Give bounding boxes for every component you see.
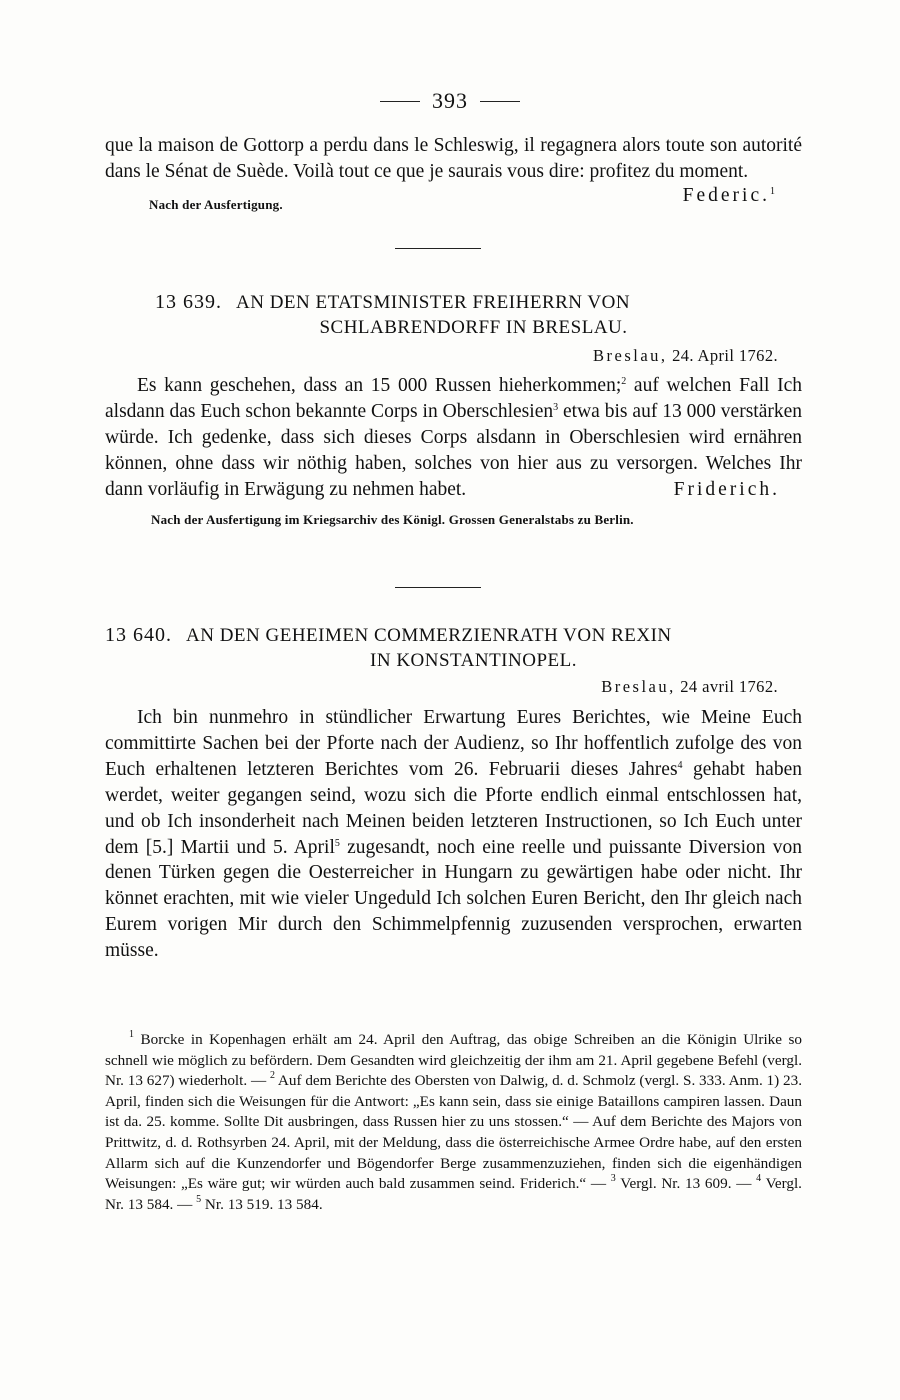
page-number-dash-left [380,101,420,102]
letter-13640-body-part1: Ich bin nunmehro in stündlicher Erwartung Eures Berichtes, wie Meine Euch committirte Sachen bei der Pforte nach der Audienz, so Ihr hoffentlich zufolge des von Euch erhaltenen letzteren Berichtes vom 26. Februarii dieses Jahres [105,707,802,780]
letter-13639-body-part3: etwa bis auf 13 000 verstärken würde. Ich gedenke, dass sich dieses Corps alsdann in Oberschlesien wird ernähren können, ohne dass wir nöthig haben, solches von hier aus zu versorgen. Welches Ihr dann vorläufig in Erwägung zu nehmen habet. [105,400,802,500]
letter-13639-dateline [105,346,778,366]
letter-13639-title-2: SCHLABRENDORFF IN BRESLAU. [319,317,628,338]
intro-paragraph: que la maison de Gottorp a perdu dans le Schleswig, il regagnera alors toute son autorité dans le Sénat de Suède. Voilà tout ce que je saurais vous dire: profitez du moment. [105,135,802,182]
letter-13639-date: 24. April 1762. [672,346,778,365]
footnote-marker-1: 1 [129,1029,134,1040]
letter-13640-title-1: AN DEN GEHEIMEN COMMERZIENRATH VON REXIN [186,625,672,646]
footnote-5: Nr. 13 519. 13 584. [201,1195,323,1213]
letter-13639-body-part1: Es kann geschehen, dass an 15 000 Russen hieherkommen; [137,375,622,396]
footnote-marker-2: 2 [269,1070,275,1082]
letter-13640-title-2: IN KONSTANTINOPEL. [370,650,577,671]
page-number [0,88,900,114]
letter-13640-number: 13 640. [105,624,172,646]
footnote-marker-3: 3 [610,1173,616,1185]
letter-13640-heading-line1 [105,623,802,648]
letter-13639-date-place: Breslau, [593,346,668,365]
footnote-3: Vergl. Nr. 13 609. — [615,1175,757,1193]
letter-13640-date-place: Breslau, [601,677,676,696]
letter-13639-body-part2: auf welchen Fall Ich alsdann das Euch schon bekannte Corps in Oberschlesien [105,375,802,422]
divider-2 [395,587,481,588]
letter-13640-body-part3: zugesandt, noch eine reelle und puissante Diversion von denen Türken gegen die Oesterreicher in Hungarn zu gewärtigen habe oder nicht. Ihr könnet erachten, mit wie vieler Ungeduld Ich solchen Euren Bericht, den Ihr gleich nach Eurem vorigen Mir durch den Schimmelpfennig zuzusenden versprochen, erwarten müsse. [105,836,802,962]
divider-1 [395,248,481,249]
footnotes-paragraph [105,1030,802,1215]
intro-source: Nach der Ausfertigung. [149,196,283,212]
letter-13639 [105,290,802,528]
footnote-ref-5: 5 [334,837,340,849]
letter-13640-date: 24 avril 1762. [680,677,778,696]
letter-13639-heading [105,290,802,340]
intro-signature-note: 1 [770,185,778,197]
footnote-1: Borcke in Kopenhagen erhält am 24. April den Auftrag, das obige Schreiben an die Königin Ulrike so schnell wie möglich zu befördern. Dem Gesandten wird gleichzeitig der ihm am 21. April gegebene Befehl (vergl. Nr. 13 627) wiederholt. — [105,1031,802,1090]
footnote-2: Auf dem Berichte des Obersten von Dalwig, d. d. Schmolz (vergl. S. 333. Anm. 1) 23. April, finden sich die Weisungen für die Antwort: „Es kann sein, dass sie einige Bataillons campiren lassen. Daun ist da. 25. komme. Sollte Dit ausbringen, dass Russen hier zu uns stossen.“ — Auf dem Berichte des Majors von Prittwitz, d. d. Rothsyrben 24. April, mit der Meldung, dass die österreichische Armee Ordre habe, auf den ersten Allarm sich auf die Kunzendorfer und Bögendorfer Berge zusammenzuziehen, finden sich die eigenhändigen Weisungen: „Es wäre gut; wir würden auch bald zusammen seind. Friderich.“ — [105,1072,802,1193]
letter-13639-source: Nach der Ausfertigung im Kriegsarchiv des Königl. Grossen Generalstabs zu Berlin. [151,511,634,527]
letter-13640 [105,623,802,964]
letter-13639-title-1: AN DEN ETATSMINISTER FREIHERRN VON [236,292,631,313]
letter-13639-signature: Friderich. [673,478,780,500]
intro-signature [683,185,778,207]
footnote-ref-3: 3 [553,401,559,413]
intro-section [105,133,802,213]
footnote-marker-5: 5 [196,1193,202,1205]
footnote-4: Vergl. Nr. 13 584. — [105,1175,802,1213]
intro-source-row [105,185,802,213]
letter-13640-body-part2: gehabt haben werdet, weiter gegangen seind, wozu sich die Pforte endlich einmal entschlossen hat, und ob Ich insonderheit nach Meinen beiden letzteren Instructionen, so Ich Euch unter dem [5.] Martii und 5. April [105,758,802,858]
intro-signature-text: Federic. [682,184,770,206]
letter-13640-dateline [105,677,778,697]
letter-13639-number: 13 639. [155,291,222,313]
letter-13640-heading [105,623,802,673]
footnote-marker-4: 4 [756,1173,762,1185]
letter-13639-heading-line1 [105,290,802,315]
page-number-text: 393 [432,88,468,113]
page-number-dash-right [480,101,520,102]
footnote-ref-4: 4 [677,759,683,771]
footnotes [105,1030,802,1215]
footnote-ref-2: 2 [621,376,627,387]
letter-13640-body [105,705,802,964]
